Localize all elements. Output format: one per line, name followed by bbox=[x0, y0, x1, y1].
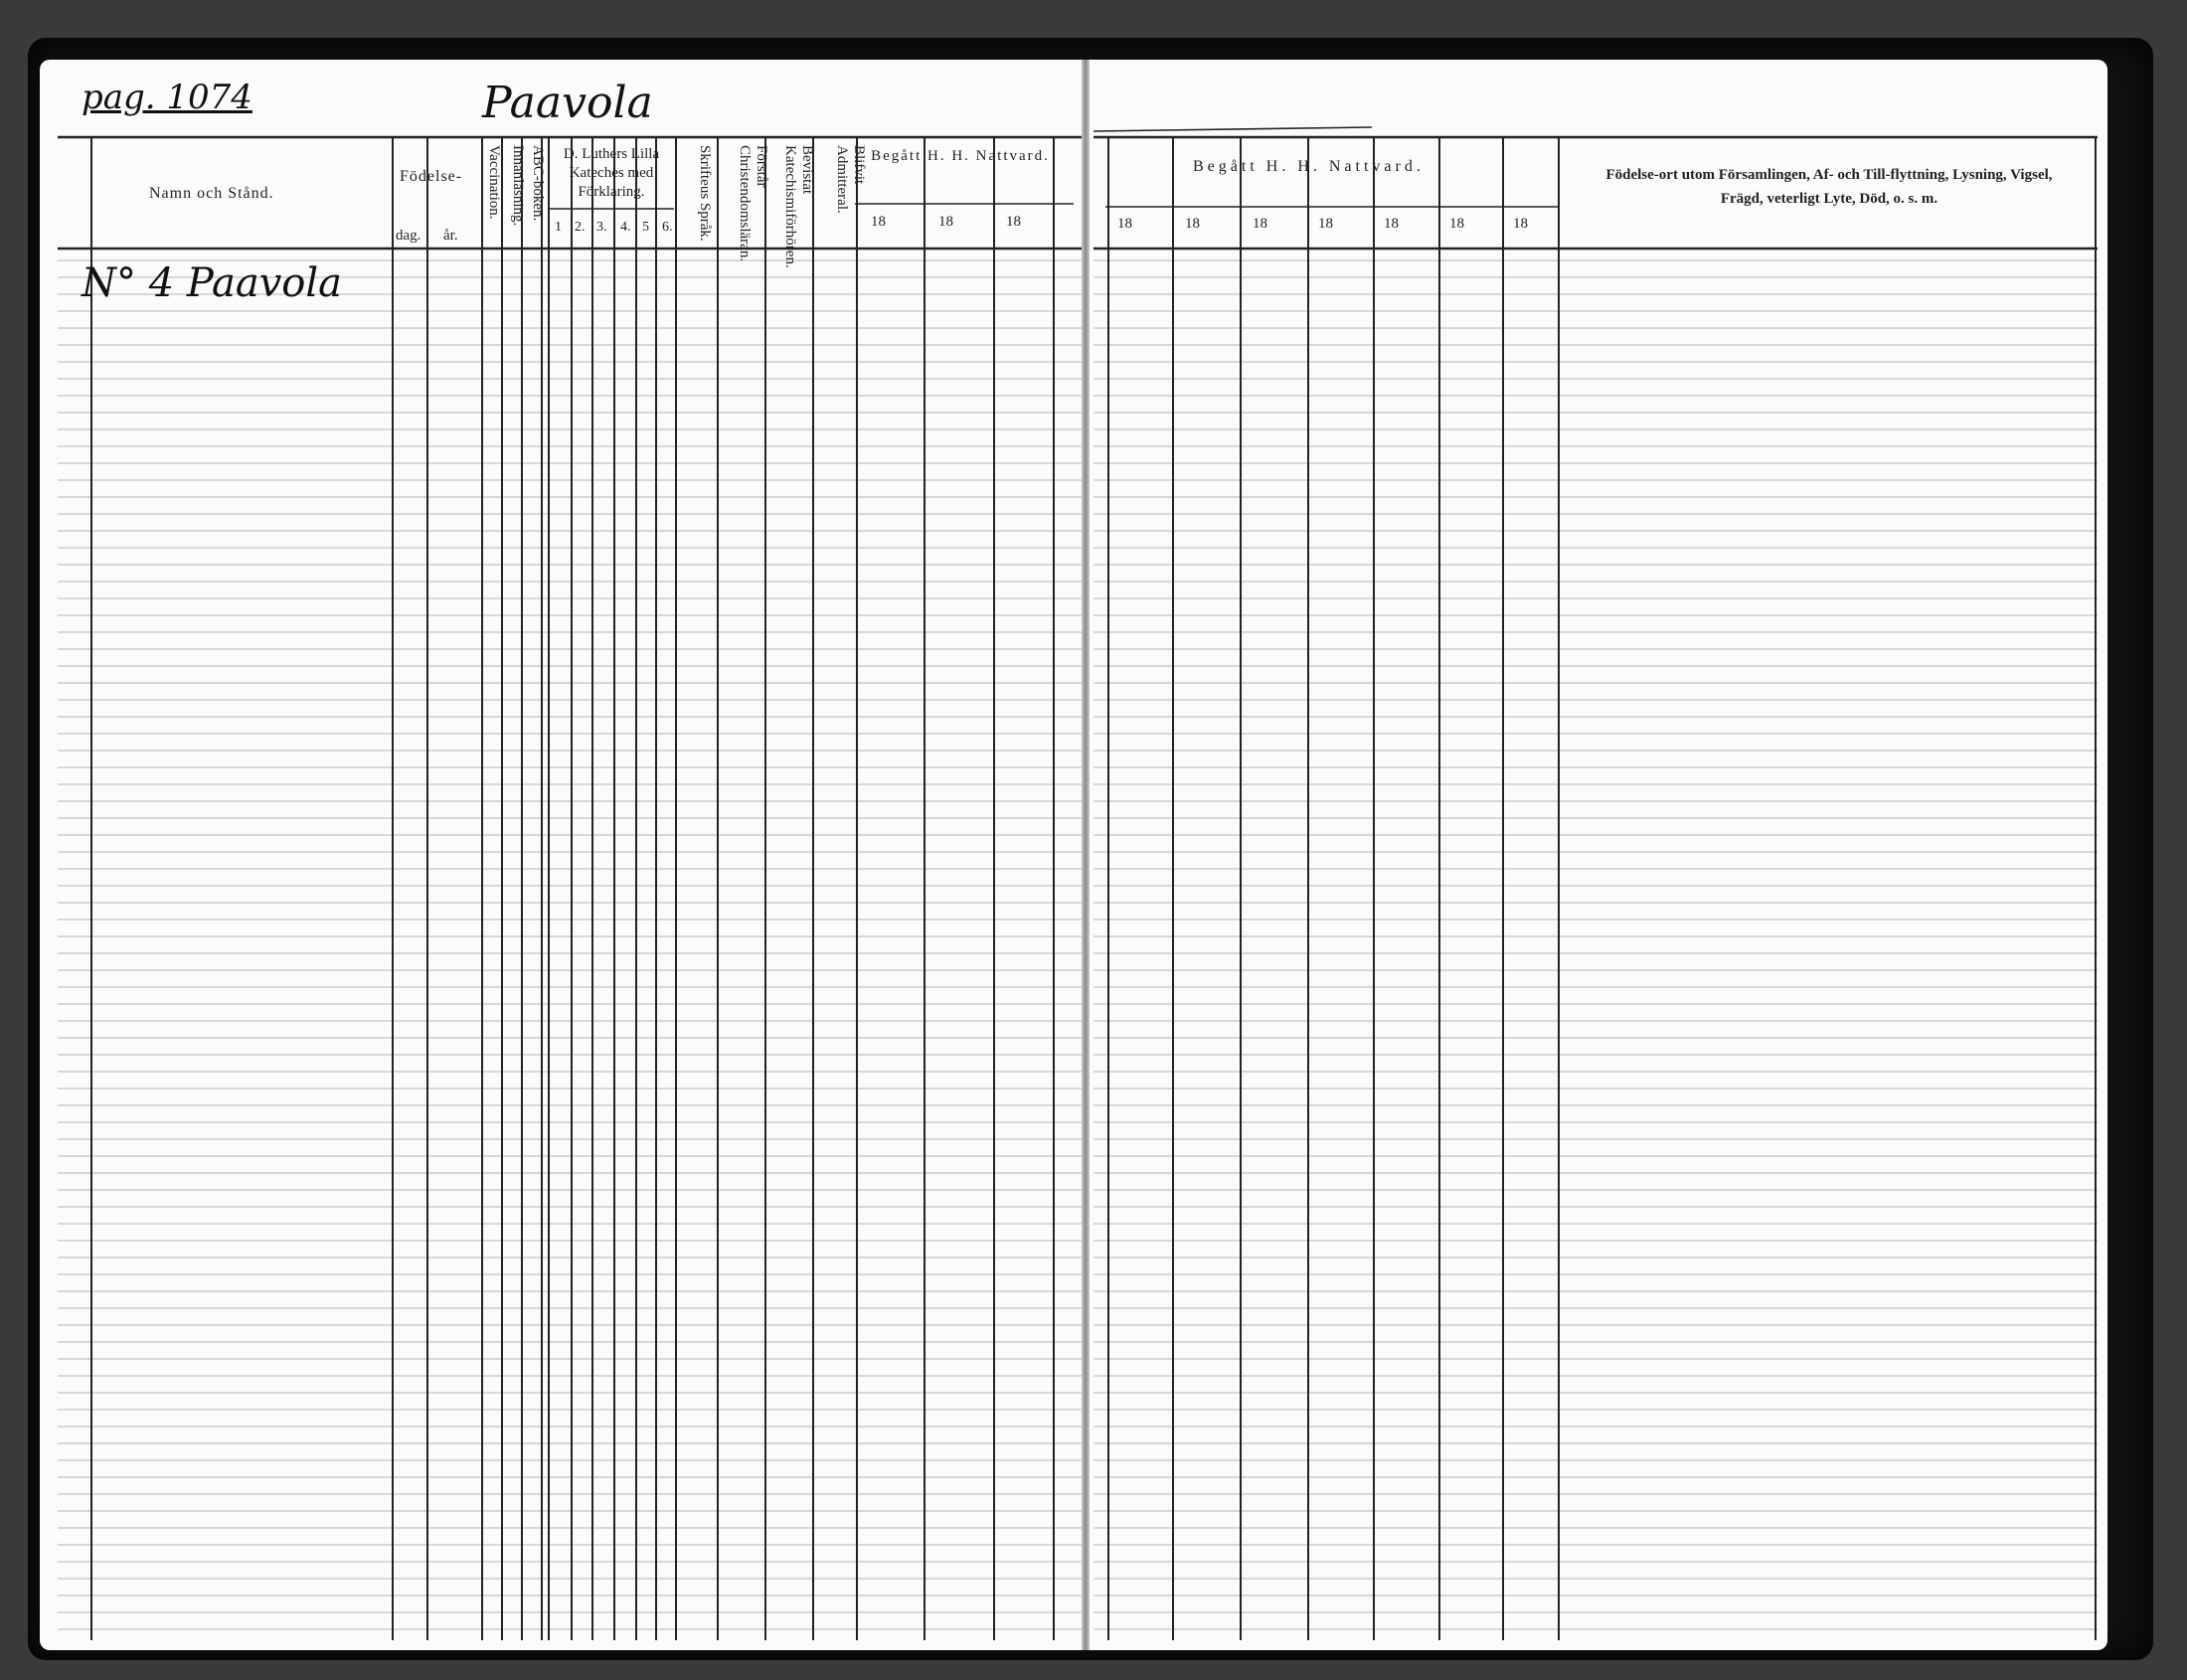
header-abc: ABC-boken. bbox=[530, 145, 546, 222]
year-prefix-left-1: 18 bbox=[871, 214, 886, 230]
header-vaccination: Vaccination. bbox=[486, 145, 502, 220]
luther-col-3: 3. bbox=[596, 220, 607, 235]
header-catechism: Bevistat Katechismiförhören. bbox=[782, 145, 815, 268]
year-prefix-right-2: 18 bbox=[1185, 216, 1200, 232]
household-entry: N° 4 Paavola bbox=[82, 260, 343, 306]
year-prefix-left-3: 18 bbox=[1006, 214, 1021, 230]
header-writing: Skrifteus Språk. bbox=[697, 145, 713, 242]
luther-col-6: 6. bbox=[662, 220, 673, 235]
luther-col-2: 2. bbox=[575, 220, 586, 235]
year-prefix-right-7: 18 bbox=[1513, 216, 1528, 232]
header-birth-year: år. bbox=[443, 228, 458, 244]
year-prefix-left-2: 18 bbox=[938, 214, 953, 230]
year-prefix-right-3: 18 bbox=[1253, 216, 1267, 232]
header-understanding: Förstår Christendomsläran. bbox=[737, 145, 769, 262]
luther-col-4: 4. bbox=[620, 220, 631, 235]
header-communion-right: Begått H. H. Nattvard. bbox=[1193, 158, 1425, 175]
header-admitted: Blifvit Admitteral. bbox=[834, 145, 867, 214]
year-prefix-right-6: 18 bbox=[1449, 216, 1464, 232]
header-name: Namn och Stånd. bbox=[149, 185, 274, 202]
header-birth: Födelse- bbox=[400, 168, 463, 185]
header-luther: D. Luthers Lilla Kateches med Förklaring. bbox=[563, 146, 660, 200]
village-name: Paavola bbox=[482, 78, 653, 128]
header-communion-left: Begått H. H. Nattvard. bbox=[871, 148, 1050, 164]
year-prefix-right-1: 18 bbox=[1117, 216, 1132, 232]
year-prefix-right-5: 18 bbox=[1384, 216, 1399, 232]
header-remarks: Födelse-ort utom Församlingen, Af- och Till-flyttning, Lysning, Vigsel, Frägd, veterligt Lyte, Död, o. s. m. bbox=[1605, 167, 2053, 207]
luther-col-1: 1 bbox=[555, 220, 562, 235]
luther-col-5: 5 bbox=[642, 220, 649, 235]
page-reference: pag. 1074 bbox=[82, 78, 252, 117]
header-birth-day: dag. bbox=[396, 228, 421, 244]
header-reading: Innanläsning. bbox=[510, 145, 526, 227]
year-prefix-right-4: 18 bbox=[1318, 216, 1333, 232]
